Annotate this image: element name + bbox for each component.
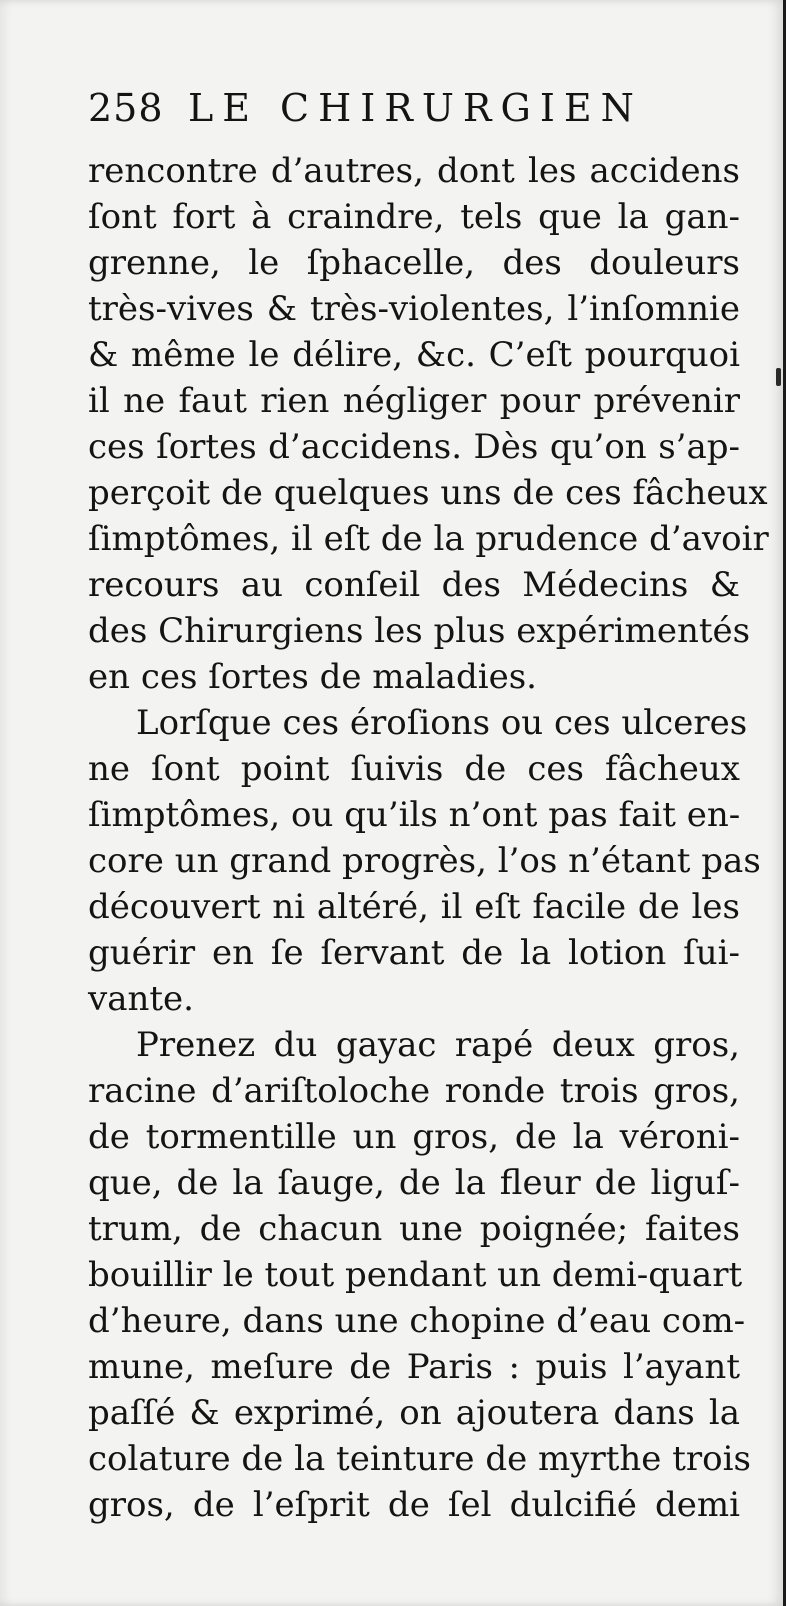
- binding-edge-line: [783, 0, 786, 1606]
- running-header: [88, 86, 748, 136]
- text-line: trum, de chacun une poignée; faites: [88, 1209, 740, 1249]
- body-text: [88, 148, 769, 1528]
- text-line: ces ſortes d’accidens. Dès qu’on s’ap-: [88, 427, 740, 467]
- text-line: colature de la teinture de myrthe trois: [88, 1439, 751, 1479]
- text-line: gros, de l’eſprit de ſel dulcifié demi: [88, 1485, 740, 1525]
- text-line: grenne, le ſphacelle, des douleurs: [88, 243, 740, 283]
- text-line: & même le délire, &c. C’eſt pourquoi: [88, 335, 740, 375]
- text-line: ſimptômes, il eſt de la prudence d’avoir: [88, 519, 769, 559]
- edge-mark: [776, 368, 781, 386]
- paragraph-2: [88, 700, 761, 1022]
- running-title: LE CHIRURGIEN: [188, 86, 643, 130]
- text-line: ne ſont point ſuivis de ces fâcheux: [88, 749, 740, 789]
- text-line: mune, meſure de Paris : puis l’ayant: [88, 1347, 740, 1387]
- text-line: découvert ni altéré, il eſt facile de les: [88, 887, 740, 927]
- text-line: en ces ſortes de maladies.: [88, 657, 537, 697]
- text-line: il ne faut rien négliger pour prévenir: [88, 381, 740, 421]
- page-number: 258: [88, 86, 164, 130]
- text-line: Lorſque ces éroſions ou ces ulceres: [136, 703, 748, 743]
- paragraph-3: [88, 1022, 751, 1528]
- text-line: ſont fort à craindre, tels que la gan-: [88, 197, 740, 237]
- text-line: rencontre d’autres, dont les accidens: [88, 151, 740, 191]
- text-line: guérir en ſe ſervant de la lotion ſui-: [88, 933, 740, 973]
- text-line: très-vives & très-violentes, l’inſomnie: [88, 289, 740, 329]
- text-line: des Chirurgiens les plus expérimentés: [88, 611, 751, 651]
- text-line: perçoit de quelques uns de ces fâcheux: [88, 473, 768, 513]
- text-line: ſimptômes, ou qu’ils n’ont pas fait en-: [88, 795, 741, 835]
- text-line: Prenez du gayac rapé deux gros,: [136, 1025, 740, 1065]
- text-line: vante.: [88, 979, 194, 1019]
- page-edge: [785, 0, 800, 1606]
- text-line: recours au conſeil des Médecins &: [88, 565, 740, 605]
- text-line: que, de la ſauge, de la fleur de liguſ-: [88, 1163, 740, 1203]
- text-line: paſſé & exprimé, on ajoutera dans la: [88, 1393, 740, 1433]
- text-line: d’heure, dans une chopine d’eau com-: [88, 1301, 746, 1341]
- text-line: core un grand progrès, l’os n’étant pas: [88, 841, 761, 881]
- text-line: bouillir le tout pendant un demi-quart: [88, 1255, 743, 1295]
- text-line: racine d’ariſtoloche ronde trois gros,: [88, 1071, 740, 1111]
- paragraph-1: [88, 148, 769, 700]
- text-line: de tormentille un gros, de la véroni-: [88, 1117, 740, 1157]
